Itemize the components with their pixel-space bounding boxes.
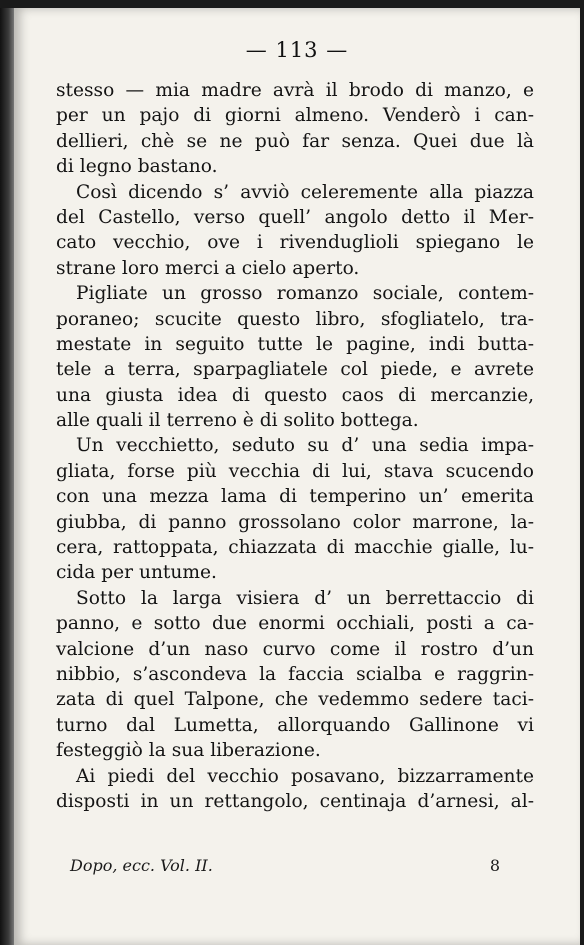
book-page (14, 8, 580, 945)
text-line: stesso — mia madre avrà il brodo di manzo, e (56, 80, 534, 101)
text-line: disposti in un rettangolo, centinaja d’arnesi, al- (56, 790, 534, 812)
text-line: con una mezza lama di temperino un’ emerita (56, 486, 534, 508)
text-line: festeggiò la sua liberazione. (56, 740, 321, 762)
text-line: tele a terra, sparpagliatele col piede, e avrete (56, 359, 534, 381)
text-line: per un pajo di giorni almeno. Venderò i can- (56, 105, 534, 127)
text-line: cida per untume. (56, 562, 217, 584)
text-line: strane loro merci a cielo aperto. (56, 257, 360, 279)
body-text (56, 78, 534, 814)
text-line: poraneo; scucite questo libro, sfogliatelo, tra- (56, 308, 534, 330)
text-line: turno dal Lumetta, allorquando Gallinone vi (56, 714, 534, 736)
text-line: una giusta idea di questo caos di mercanzie, (56, 384, 534, 406)
text-line: Ai piedi del vecchio posavano, bizzarramente (76, 765, 534, 787)
binding-gutter (0, 8, 14, 945)
signature-mark: 8 (489, 856, 500, 875)
text-line: alle quali il terreno è di solito bottega. (56, 410, 419, 432)
text-line: giubba, di panno grossolano color marrone, la- (56, 511, 534, 533)
signature-line: Dopo, ecc. Vol. II. (70, 856, 213, 875)
text-line: panno, e sotto due enormi occhiali, posti a ca- (56, 613, 534, 635)
text-line: dellieri, chè se ne può far senza. Quei due là (56, 130, 534, 152)
text-line: del Castello, verso quell’ angolo detto il Mer- (56, 206, 534, 228)
text-line: Un vecchietto, seduto su d’ una sedia impa- (76, 435, 534, 457)
text-line: di legno bastano. (56, 156, 218, 178)
text-line: Sotto la larga visiera d’ un berrettaccio di (76, 587, 534, 609)
text-line: Pigliate un grosso romanzo sociale, contem- (76, 283, 534, 305)
text-line: cera, rattoppata, chiazzata di macchie gialle, lu- (56, 537, 534, 559)
text-line: Così dicendo s’ avviò celeremente alla piazza (76, 181, 534, 203)
text-line: cato vecchio, ove i rivenduglioli spiegano le (56, 232, 534, 254)
text-line: gliata, forse più vecchia di lui, stava scucendo (56, 460, 534, 482)
text-line: zata di quel Talpone, che vedemmo sedere taci- (56, 689, 534, 711)
page-number: — 113 — (245, 38, 349, 62)
text-line: valcione d’un naso curvo come il rostro d’un (56, 638, 534, 660)
text-line: mestate in seguito tutte le pagine, indi butta- (56, 333, 534, 355)
text-line: nibbio, s’ascondeva la faccia scialba e raggrin- (56, 663, 534, 685)
